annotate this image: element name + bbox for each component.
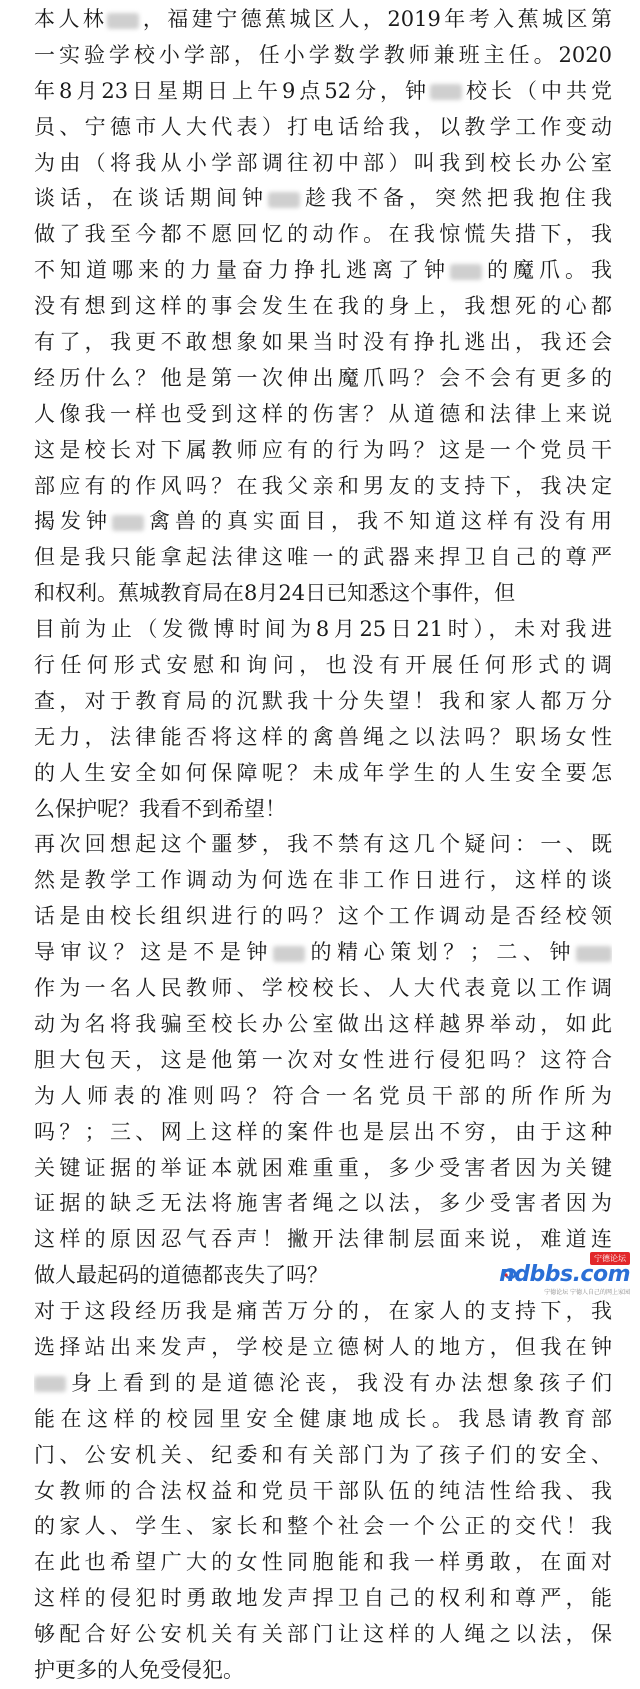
redacted-name <box>430 84 462 100</box>
line-text-pre: 选择站出来发声，学校是立德树人的地方，但我在钟 <box>34 1334 612 1359</box>
redacted-name <box>450 264 482 280</box>
line-text: 对于这段经历我是痛苦万分的，在家人的支持下，我 <box>34 1299 612 1324</box>
text-line <box>34 792 612 828</box>
line-text: 和权利。蕉城教育局在8月24日已知悉这个事件，但 <box>34 581 516 606</box>
text-line <box>34 433 612 469</box>
watermark-brand: ndbbs.com <box>499 1262 630 1287</box>
line-text: 动为名将我骗至校长办公室做出这样越界举动，如此 <box>34 1011 612 1036</box>
line-text: 目前为止（发微博时间为8月25日21时），未对我进 <box>34 617 612 642</box>
text-line <box>34 1509 612 1545</box>
line-text: 关键证据的举证本就困难重重，多少受害者因为关键 <box>34 1155 612 1180</box>
line-text: 作为一名人民教师、学校校长、人大代表竟以工作调 <box>34 976 612 1001</box>
text-line <box>34 289 612 325</box>
watermark-subtitle: 宁德论坛 宁德人自己的网上家园 <box>544 1289 630 1296</box>
line-text: 这样的侵犯时勇敢地发声捍卫自己的权利和尊严，能 <box>34 1586 612 1611</box>
line-text: 但是我只能拿起法律这唯一的武器来捍卫自己的尊严 <box>34 545 612 570</box>
line-text: 无力，法律能否将这样的禽兽绳之以法吗？职场女性 <box>34 724 612 749</box>
text-line <box>34 253 612 289</box>
line-text: 这是校长对下属教师应有的行为吗？这是一个党员干 <box>34 437 612 462</box>
line-text: 为由（将我从小学部调往初中部）叫我到校长办公室 <box>34 150 612 175</box>
line-text: 有了，我更不敢想象如果当时没有挣扎逃出，我还会 <box>34 330 612 355</box>
watermark-badge: 宁德论坛 <box>590 1252 630 1265</box>
line-text-pre: 导审议？这是不是钟 <box>34 940 273 965</box>
text-line <box>34 1330 612 1366</box>
text-line <box>34 1186 612 1222</box>
line-text: 没有想到这样的事会发生在我的身上，我想死的心都 <box>34 294 612 319</box>
line-text-pre: 不知道哪来的力量奋力挣扎逃离了钟 <box>34 258 450 283</box>
line-text-post: 校长（中共党 <box>462 78 612 103</box>
line-text: 吗？；三、网上这样的案件也是层出不穷，由于这种 <box>34 1119 612 1144</box>
line-text: 然是教学工作调动为何选在非工作日进行，这样的谈 <box>34 868 612 893</box>
text-line <box>34 863 612 899</box>
redacted-name <box>107 13 139 29</box>
text-line <box>34 74 612 110</box>
text-line <box>34 325 612 361</box>
text-line <box>34 1581 612 1617</box>
line-text: 门、公安机关、纪委和有关部门为了孩子们的安全、 <box>34 1442 612 1467</box>
text-line <box>34 648 612 684</box>
line-text: 胆大包天，这是他第一次对女性进行侵犯吗？这符合 <box>34 1047 612 1072</box>
text-line <box>34 1115 612 1151</box>
document-body <box>34 2 612 1689</box>
text-line <box>34 1294 612 1330</box>
text-line <box>34 1079 612 1115</box>
line-text: 话是由校长组织进行的吗？这个工作调动是否经校领 <box>34 904 612 929</box>
line-text-pre: 揭发钟 <box>34 509 112 534</box>
text-line <box>34 756 612 792</box>
line-text-post: 禽兽的真实面目，我不知道这样有没有用 <box>144 509 612 534</box>
line-text: 部应有的作风吗？在我父亲和男友的支持下，我决定 <box>34 473 612 498</box>
text-line <box>34 971 612 1007</box>
text-line <box>34 1007 612 1043</box>
redacted-name <box>268 192 300 208</box>
text-line <box>34 217 612 253</box>
text-line <box>34 899 612 935</box>
line-text: 够配合好公安机关有关部门让这样的人绳之以法，保 <box>34 1622 612 1647</box>
text-line <box>34 1438 612 1474</box>
text-line <box>34 469 612 505</box>
line-text: 一实验学校小学部，任小学数学教师兼班主任。2020 <box>34 42 612 67</box>
line-text-post: 趁我不备，突然把我抱住我 <box>300 186 612 211</box>
text-line <box>34 612 612 648</box>
line-text: 经历什么？他是第一次伸出魔爪吗？会不会有更多的 <box>34 365 612 390</box>
line-text-post: 的精心策划？；二、钟 <box>304 940 577 965</box>
line-text-post: 的魔爪。我 <box>482 258 612 283</box>
line-text: 查，对于教育局的沉默我十分失望！我和家人都万分 <box>34 688 612 713</box>
text-line <box>34 38 612 74</box>
text-line <box>34 827 612 863</box>
text-line <box>34 1366 612 1402</box>
line-text: 在此也希望广大的女性同胞能和我一样勇敢，在面对 <box>34 1550 612 1575</box>
text-line <box>34 397 612 433</box>
line-text: 做人最起码的道德都丧失了吗？ <box>34 1263 328 1288</box>
line-text: 的家人、学生、家长和整个社会一个公正的交代！我 <box>34 1514 612 1539</box>
text-line <box>34 110 612 146</box>
line-text-pre: 谈话，在谈话期间钟 <box>34 186 268 211</box>
redacted-name <box>273 946 305 962</box>
line-text: 为人师表的准则吗？符合一名党员干部的所作所为 <box>34 1083 612 1108</box>
line-text: 这样的原因忍气吞声！撇开法律制层面来说，难道连 <box>34 1227 612 1252</box>
line-text: 女教师的合法权益和党员干部队伍的纯洁性给我、我 <box>34 1478 612 1503</box>
line-text: 证据的缺乏无法将施害者绳之以法，多少受害者因为 <box>34 1191 612 1216</box>
redacted-name <box>112 515 144 531</box>
text-line <box>34 361 612 397</box>
line-text: 护更多的人免受侵犯。 <box>34 1657 244 1682</box>
text-line <box>34 1043 612 1079</box>
line-text: 人像我一样也受到这样的伤害？从道德和法律上来说 <box>34 401 612 426</box>
text-line <box>34 935 612 971</box>
line-text: 员、宁德市人大代表）打电话给我，以教学工作变动 <box>34 114 612 139</box>
text-line <box>34 504 612 540</box>
line-text-pre: 本人林 <box>34 7 108 31</box>
line-text: 再次回想起这个噩梦，我不禁有这几个疑问：一、既 <box>34 832 612 857</box>
text-line <box>34 684 612 720</box>
line-text-pre: 年8月23日星期日上午9点52分，钟 <box>34 78 431 103</box>
text-line <box>34 540 612 576</box>
text-line <box>34 576 612 612</box>
redacted-name <box>34 1376 66 1392</box>
line-text: 行任何形式安慰和询问，也没有开展任何形式的调 <box>34 653 612 678</box>
text-line <box>34 720 612 756</box>
text-line <box>34 2 612 38</box>
text-line <box>34 146 612 182</box>
text-line <box>34 1617 612 1653</box>
text-line <box>34 1474 612 1510</box>
text-line <box>34 1653 612 1689</box>
text-line <box>34 1545 612 1581</box>
line-text-post: 身上看到的是道德沦丧，我没有办法想象孩子们 <box>66 1370 612 1395</box>
text-line <box>34 1151 612 1187</box>
text-line <box>34 181 612 217</box>
line-text: 做了我至今都不愿回忆的动作。在我惊慌失措下，我 <box>34 222 612 247</box>
line-text: 的人生安全如何保障呢？未成年学生的人生安全要怎 <box>34 760 612 785</box>
line-text: 么保护呢？我看不到希望！ <box>34 796 286 821</box>
text-line <box>34 1402 612 1438</box>
line-text-post: ，福建宁德蕉城区人，2019年考入蕉城区第 <box>139 7 612 31</box>
site-watermark <box>500 1252 630 1294</box>
redacted-name <box>576 946 612 962</box>
line-text: 能在这样的校园里安全健康地成长。我恳请教育部 <box>34 1406 612 1431</box>
